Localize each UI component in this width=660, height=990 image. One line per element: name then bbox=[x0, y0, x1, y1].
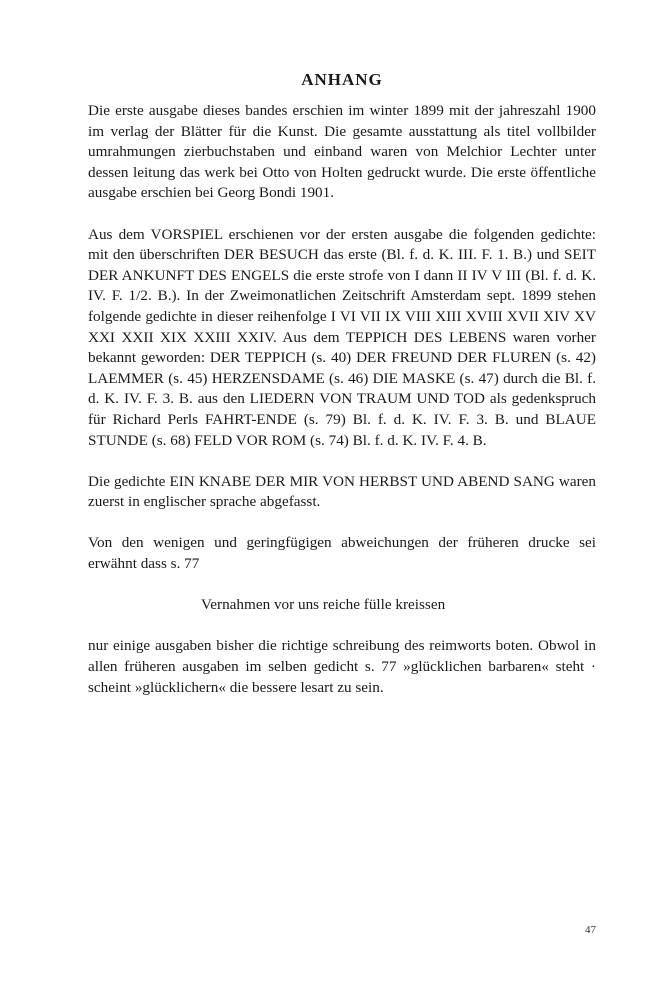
paragraph-english-origin: Die gedichte EIN KNABE DER MIR VON HERBST UND ABEND SANG waren zuerst in englischer sprache abgefasst. bbox=[88, 472, 596, 511]
paragraph-gap bbox=[88, 616, 596, 637]
document-page bbox=[88, 68, 596, 698]
paragraph-gap bbox=[88, 204, 596, 225]
paragraph-variants-intro: Von den wenigen und geringfügigen abweichungen der früheren drucke sei erwähnt dass s. 77 bbox=[88, 534, 596, 573]
paragraph-prior-publications: Aus dem VORSPIEL erschienen vor der ersten ausgabe die folgenden gedichte: mit den überschriften DER BESUCH das erste (Bl. f. d. K. III. F. 1. B.) und SEIT DER ANKUNFT DES ENGELS die erste strofe von I dann II IV V III (Bl. f. d. K. IV. F. 1/2. B.). In der Zweimonatlichen Zeitschrift Amsterdam sept. 1899 stehen folgende gedichte in dieser reihenfolge I VI VII IX VIII XIII XVIII XVII XIV XV XXI XXII XIX XXIII XXIV. Aus dem TEPPICH DES LEBENS waren vorher bekannt geworden: DER TEPPICH (s. 40) DER FREUND DER FLUREN (s. 42) LAEMMER (s. 45) HERZENSDAME (s. 46) DIE MASKE (s. 47) durch die Bl. f. d. K. IV. F. 3. B. aus den LIEDERN VON TRAUM UND TOD als gedenkspruch für Richard Perls FAHRT-ENDE (s. 79) Bl. f. d. K. IV. F. 3. B. und BLAUE STUNDE (s. 68) FELD VOR ROM (s. 74) Bl. f. d. K. IV. F. 4. B. bbox=[88, 225, 596, 449]
quoted-verse-line: Vernahmen vor uns reiche fülle kreissen bbox=[201, 596, 446, 614]
paragraph-variants-conclusion: nur einige ausgaben bisher die richtige schreibung des reimworts boten. Obwol in allen früheren ausgaben im selben gedicht s. 77 »glücklichen barbaren« steht · scheint »glücklichern« die bessere lesart zu sein. bbox=[88, 637, 596, 696]
page-number: 47 bbox=[585, 924, 596, 936]
paragraph-gap bbox=[88, 513, 596, 534]
page-title: ANHANG bbox=[301, 70, 383, 89]
paragraph-gap bbox=[88, 575, 596, 596]
paragraph-gap bbox=[88, 451, 596, 472]
paragraph-first-edition: Die erste ausgabe dieses bandes erschien im winter 1899 mit der jahreszahl 1900 im verlag der Blätter für die Kunst. Die gesamte ausstattung als titel vollbilder umrahmungen zierbuchstaben und einband waren von Melchior Lechter unter dessen leitung das werk bei Otto von Holten gedruckt wurde. Die erste öffentliche ausgabe erschien bei Georg Bondi 1901. bbox=[88, 102, 596, 202]
